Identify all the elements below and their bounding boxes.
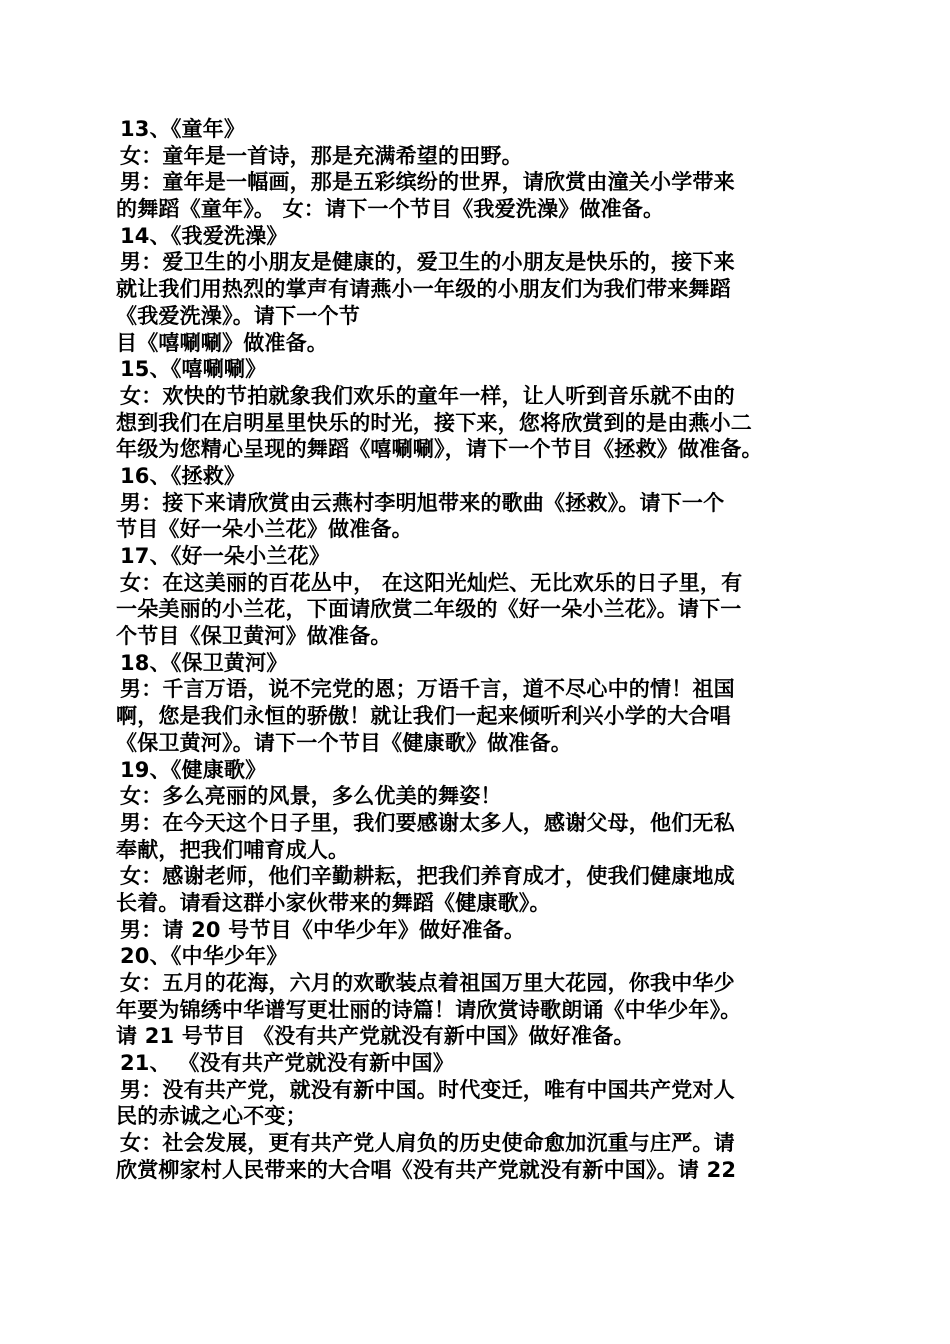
text-line: 男：没有共产党，就没有新中国。时代变迁，唯有中国共产党对人 <box>120 1077 735 1102</box>
text-line: 17、《好一朵小兰花》 <box>120 544 330 568</box>
text-line: 目《嘻唰唰》做准备。 <box>116 330 328 355</box>
text-line: 女：社会发展，更有共产党人肩负的历史使命愈加沉重与庄严。请 <box>120 1131 735 1156</box>
text-line: 男：接下来请欣赏由云燕村李明旭带来的歌曲《拯救》。请下一个 <box>120 490 725 515</box>
text-line: 16、《拯救》 <box>120 463 246 488</box>
text-line: 年要为锦绣中华谱写更壮丽的诗篇！请欣赏诗歌朗诵《中华少年》。 <box>116 997 742 1022</box>
text-line: 民的赤诚之心不变； <box>116 1104 307 1129</box>
text-line: 14、《我爱洗澡》 <box>120 223 288 248</box>
text-line: 21、 《没有共产党就没有新中国》 <box>120 1051 454 1076</box>
text-line: 男：童年是一幅画，那是五彩缤纷的世界，请欣赏由潼关小学带来 <box>120 170 735 195</box>
text-line: 男：爱卫生的小朋友是健康的，爱卫生的小朋友是快乐的，接下来 <box>120 250 735 275</box>
text-line: 节目《好一朵小兰花》做准备。 <box>116 517 413 542</box>
text-line: 19、《健康歌》 <box>120 757 267 782</box>
text-line: 女：五月的花海，六月的欢歌装点着祖国万里大花园，你我中华少 <box>120 971 735 995</box>
text-line: 女：多么亮丽的风景，多么优美的舞姿！ <box>120 784 502 809</box>
document-page <box>116 116 828 1184</box>
text-line: 男：在今天这个日子里，我们要感谢太多人，感谢父母，他们无私 <box>120 810 735 835</box>
text-line: 想到我们在启明星里快乐的时光，接下来，您将欣赏到的是由燕小二 <box>116 410 752 435</box>
text-line: 女：在这美丽的百花丛中， 在这阳光灿烂、无比欢乐的日子里，有 <box>120 570 743 595</box>
text-line: 女：欢快的节拍就象我们欢乐的童年一样，让人听到音乐就不由的 <box>120 383 735 408</box>
text-line: 年级为您精心呈现的舞蹈《嘻唰唰》，请下一个节目《拯救》做准备。 <box>116 437 763 462</box>
text-line: 女：童年是一首诗，那是充满希望的田野。 <box>120 143 523 168</box>
text-line: 15、《嘻唰唰》 <box>120 357 267 382</box>
text-line: 欣赏柳家村人民带来的大合唱《没有共产党就没有新中国》。请 22 <box>116 1157 737 1182</box>
text-line: 啊，您是我们永恒的骄傲！就让我们一起来倾听利兴小学的大合唱 <box>116 704 731 729</box>
text-line: 18、《保卫黄河》 <box>120 650 288 675</box>
text-line: 就让我们用热烈的掌声有请燕小一年级的小朋友们为我们带来舞蹈 <box>116 277 731 302</box>
text-line: 个节目《保卫黄河》做准备。 <box>116 624 392 649</box>
text-line: 一朵美丽的小兰花，下面请欣赏二年级的《好一朵小兰花》。请下一 <box>116 597 742 622</box>
text-line: 男：请 20 号节目《中华少年》做好准备。 <box>120 917 526 942</box>
text-line: 女：感谢老师，他们辛勤耕耘，把我们养育成才，使我们健康地成 <box>120 864 735 889</box>
text-line: 奉献，把我们哺育成人。 <box>116 837 350 862</box>
text-line: 的舞蹈《童年》。 女：请下一个节目《我爱洗澡》做准备。 <box>116 197 665 222</box>
text-line: 请 21 号节目 《没有共产党就没有新中国》做好准备。 <box>116 1024 635 1049</box>
text-line: 20、《中华少年》 <box>120 944 288 969</box>
text-line: 长着。请看这群小家伙带来的舞蹈《健康歌》。 <box>116 890 551 915</box>
text-line: 《保卫黄河》。请下一个节目《健康歌》做准备。 <box>116 730 572 755</box>
text-line: 男：千言万语，说不完党的恩；万语千言，道不尽心中的情！祖国 <box>120 677 735 702</box>
text-line: 《我爱洗澡》。请下一个节 <box>116 303 360 328</box>
text-line: 13、《童年》 <box>120 117 246 141</box>
